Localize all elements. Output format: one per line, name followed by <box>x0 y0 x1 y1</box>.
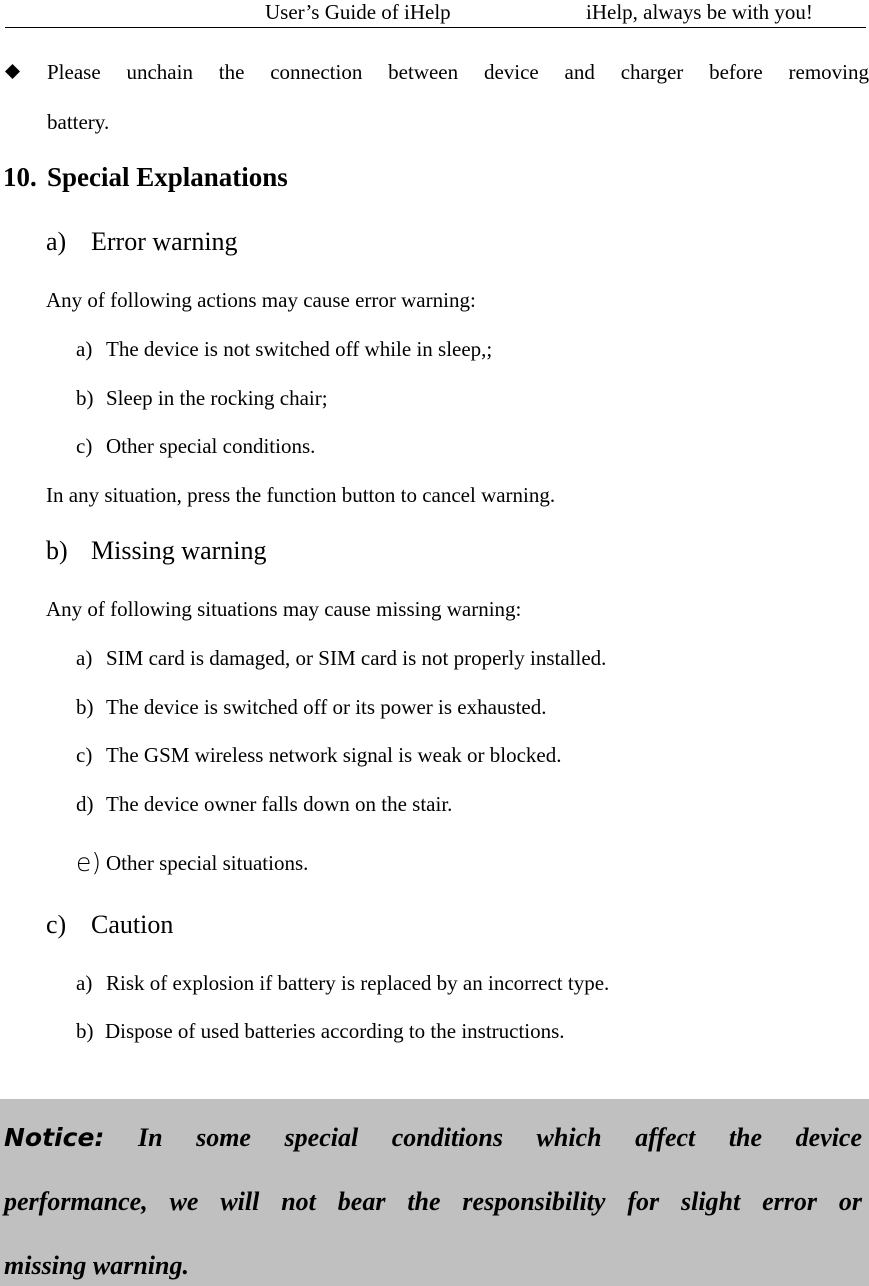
list-item-marker: b) <box>76 386 94 410</box>
subsection-marker-error: a) <box>46 227 67 256</box>
diamond-bullet-icon <box>5 64 20 79</box>
list-item: The device is not switched off while in sleep,; <box>106 337 493 361</box>
list-item-marker: a) <box>76 337 93 361</box>
subsection-marker-missing: b) <box>46 536 68 565</box>
header-slogan: iHelp, always be with you! <box>586 0 813 24</box>
notice-line-2: performance, we will not bear the responsibility for slight error or <box>4 1187 862 1216</box>
section-title: Special Explanations <box>47 162 288 192</box>
list-item: Sleep in the rocking chair; <box>106 386 328 410</box>
list-item: Other special conditions. <box>106 434 316 458</box>
list-item-marker: e) <box>76 848 102 877</box>
list-item-marker: c) <box>76 743 93 767</box>
list-item-marker: a) <box>76 646 93 670</box>
notice-text-1: In some special conditions which affect the device <box>137 1123 863 1152</box>
header-divider <box>5 27 866 28</box>
subsection-title-missing-warning: Missing warning <box>91 536 267 565</box>
list-item-marker: b) <box>76 695 94 719</box>
subsection-marker-caution: c) <box>46 910 67 939</box>
error-warning-intro: Any of following actions may cause error warning: <box>46 288 476 312</box>
list-item: SIM card is damaged, or SIM card is not properly installed. <box>106 646 607 670</box>
notice-line-3: missing warning. <box>4 1251 189 1280</box>
section-number: 10. <box>3 162 37 192</box>
notice-box <box>0 1099 869 1286</box>
list-item: Other special situations. <box>106 851 309 875</box>
list-item-marker: c) <box>76 434 93 458</box>
list-item: The device is switched off or its power is exhausted. <box>106 695 547 719</box>
notice-label: Notice: <box>4 1123 105 1152</box>
notice-line-1 <box>4 1123 862 1153</box>
header-guide-title: User’s Guide of iHelp <box>265 0 451 24</box>
subsection-title-error-warning: Error warning <box>91 227 238 256</box>
list-item-marker: d) <box>76 792 94 816</box>
bullet-note-line-1: Please unchain the connection between device and charger before removing <box>47 60 869 84</box>
bullet-note-line-2: battery. <box>47 110 110 134</box>
error-warning-outro: In any situation, press the function button to cancel warning. <box>46 483 556 507</box>
subsection-title-caution: Caution <box>91 910 174 939</box>
list-item: Risk of explosion if battery is replaced by an incorrect type. <box>106 971 610 995</box>
list-item-marker: b) <box>76 1019 94 1043</box>
missing-warning-intro: Any of following situations may cause missing warning: <box>46 597 522 621</box>
list-item: The GSM wireless network signal is weak or blocked. <box>106 743 562 767</box>
list-item-marker: a) <box>76 971 93 995</box>
list-item: Dispose of used batteries according to the instructions. <box>105 1019 565 1043</box>
list-item: The device owner falls down on the stair. <box>106 792 453 816</box>
